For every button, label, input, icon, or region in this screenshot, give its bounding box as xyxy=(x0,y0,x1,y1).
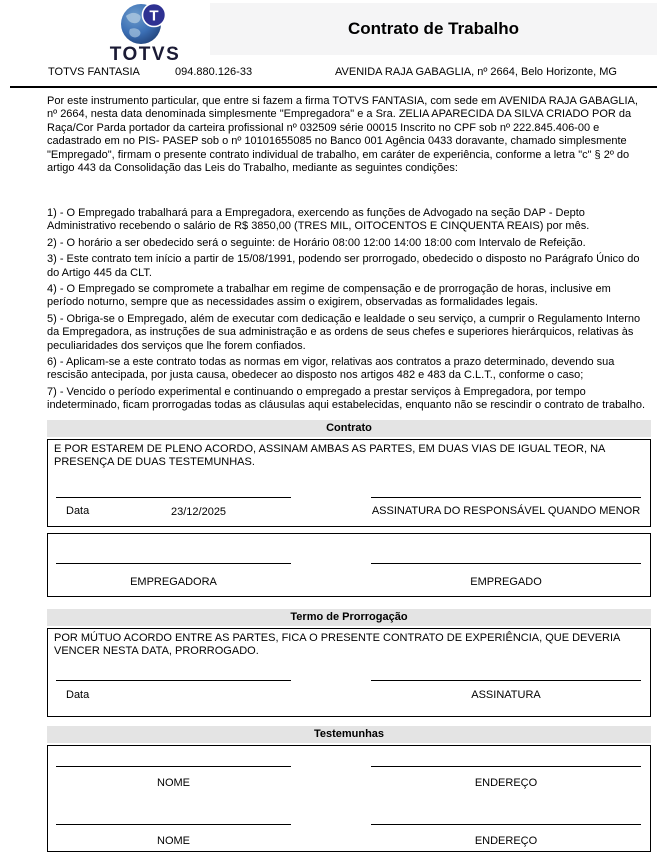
clauses-list xyxy=(47,207,651,420)
totvs-globe-icon xyxy=(106,2,184,46)
prorrogacao-text: POR MÚTUO ACORDO ENTRE AS PARTES, FICA O PRESENTE CONTRATO DE EXPERIÊNCIA, QUE DEVERIA VENCER NESTA DATA, PRORROGADO. xyxy=(54,632,620,658)
witness2-address-label: ENDEREÇO xyxy=(474,835,538,847)
totvs-wordmark: TOTVS xyxy=(109,44,181,65)
company-address: AVENIDA RAJA GABAGLIA, nº 2664, Belo Horizonte, MG xyxy=(335,66,617,78)
section-header-contrato: Contrato xyxy=(47,420,651,437)
clause-5: 5) - Obriga-se o Empregado, além de executar com dedicação e lealdade o seu serviço, a cumprir o Regulamento Interno da Empregadora, as instruções de sua administração e as ordens de seus chefes e superiores hierárquicos, relativas às peculiaridades dos serviços que lhe forem confiados. xyxy=(47,312,641,352)
section-header-prorrogacao: Termo de Prorrogação xyxy=(47,609,651,626)
witness2-name-line xyxy=(56,824,291,825)
responsible-signature-label: ASSINATURA DO RESPONSÁVEL QUANDO MENOR xyxy=(371,505,641,517)
prorrogacao-date-line xyxy=(56,680,291,681)
company-cnpj: 094.880.126-33 xyxy=(175,66,253,78)
witness1-address-line xyxy=(371,766,641,767)
section-header-testemunhas: Testemunhas xyxy=(47,726,651,743)
contrato-signature-box xyxy=(47,439,651,527)
totvs-logo xyxy=(95,2,195,66)
employer-signature-line xyxy=(56,563,291,564)
svg-text:T: T xyxy=(149,7,159,25)
clause-7: 7) - Vencido o período experimental e continuando o empregado a prestar serviços à Empregadora, por tempo indeterminado, ficam prorrogadas todas as cláusulas aqui estabelecidas, enquanto não se rescindir o contrato de trabalho. xyxy=(47,385,646,412)
employee-label: EMPREGADO xyxy=(470,576,542,588)
prorrogacao-signature-line xyxy=(371,680,641,681)
employee-signature-line xyxy=(371,563,641,564)
contrato-agreement-text: E POR ESTAREM DE PLENO ACORDO, ASSINAM AMBAS AS PARTES, EM DUAS VIAS DE IGUAL TEOR, NA PRESENÇA DE DUAS TESTEMUNHAS. xyxy=(54,443,605,469)
company-info-row xyxy=(0,66,657,80)
date-signature-line xyxy=(56,497,291,498)
witness1-name-line xyxy=(56,766,291,767)
testemunhas-box xyxy=(47,745,651,852)
clause-1: 1) - O Empregado trabalhará para a Empregadora, exercendo as funções de Advogado na seção DAP - Depto Administrativo recebendo o salário de R$ 3850,00 (TRES MIL, OITOCENTOS E CINQUENTA REAIS) por mês. xyxy=(47,207,590,233)
intro-paragraph: Por este instrumento particular, que entre si fazem a firma TOTVS FANTASIA, com sede em AVENIDA RAJA GABAGLIA, nº 2664, nesta data denominada simplesmente "Empregadora" e a Sra. ZELIA APARECIDA DA SILVA CRIADO POR da Raça/Cor Parda portador da carteira profissional nº 032509 série 00015 Inscrito no CPF sob nº 222.845.406-00 e cadastrado em no PIS- PASEP sob o nº 10101655085 no Banco 001 Agência 0433 doravante, chamado simplesmente "Empregado", firmam o presente contrato individual de trabalho, em caráter de experiência, conforme a letra "c" § 2º do artigo 443 da Consolidação das Leis do Trabalho, mediante as seguintes condições: xyxy=(47,95,638,175)
parties-signature-box xyxy=(47,533,651,597)
witness1-address-label: ENDEREÇO xyxy=(474,777,538,789)
prorrogacao-box xyxy=(47,628,651,717)
responsible-signature-line xyxy=(371,497,641,498)
company-name: TOTVS FANTASIA xyxy=(48,66,140,78)
witness2-name-label: NOME xyxy=(157,835,190,847)
date-label: Data xyxy=(66,505,90,517)
clause-4: 4) - O Empregado se compromete a trabalhar em regime de compensação e de prorrogação de horas, inclusive em período noturno, sempre que as necessidades assim o exigirem, observadas as formalidades legais. xyxy=(47,283,611,309)
clause-3: 3) - Este contrato tem início a partir de 15/08/1991, podendo ser prorrogado, obedecido o disposto no Parágrafo Único do do Artigo 445 da CLT. xyxy=(47,253,640,279)
witness1-name-label: NOME xyxy=(157,777,190,789)
prorrogacao-date-label: Data xyxy=(66,689,90,701)
employer-label: EMPREGADORA xyxy=(130,576,217,588)
header-divider xyxy=(10,86,657,88)
page-title: Contrato de Trabalho xyxy=(210,3,657,55)
witness2-address-line xyxy=(371,824,641,825)
prorrogacao-signature-label: ASSINATURA xyxy=(471,689,541,701)
clause-6: 6) - Aplicam-se a este contrato todas as normas em vigor, relativas aos contratos a prazo determinado, devendo sua rescisão antecipada, por justa causa, obedecer ao disposto nos artigos 482 e 483 da C.L.T., conforme o caso; xyxy=(47,356,615,382)
date-value: 23/12/2025 xyxy=(171,506,227,518)
contract-body xyxy=(47,95,651,852)
clause-2: 2) - O horário a ser obedecido será o seguinte: de Horário 08:00 12:00 14:00 18:00 com Intervalo de Refeição. xyxy=(47,236,586,249)
